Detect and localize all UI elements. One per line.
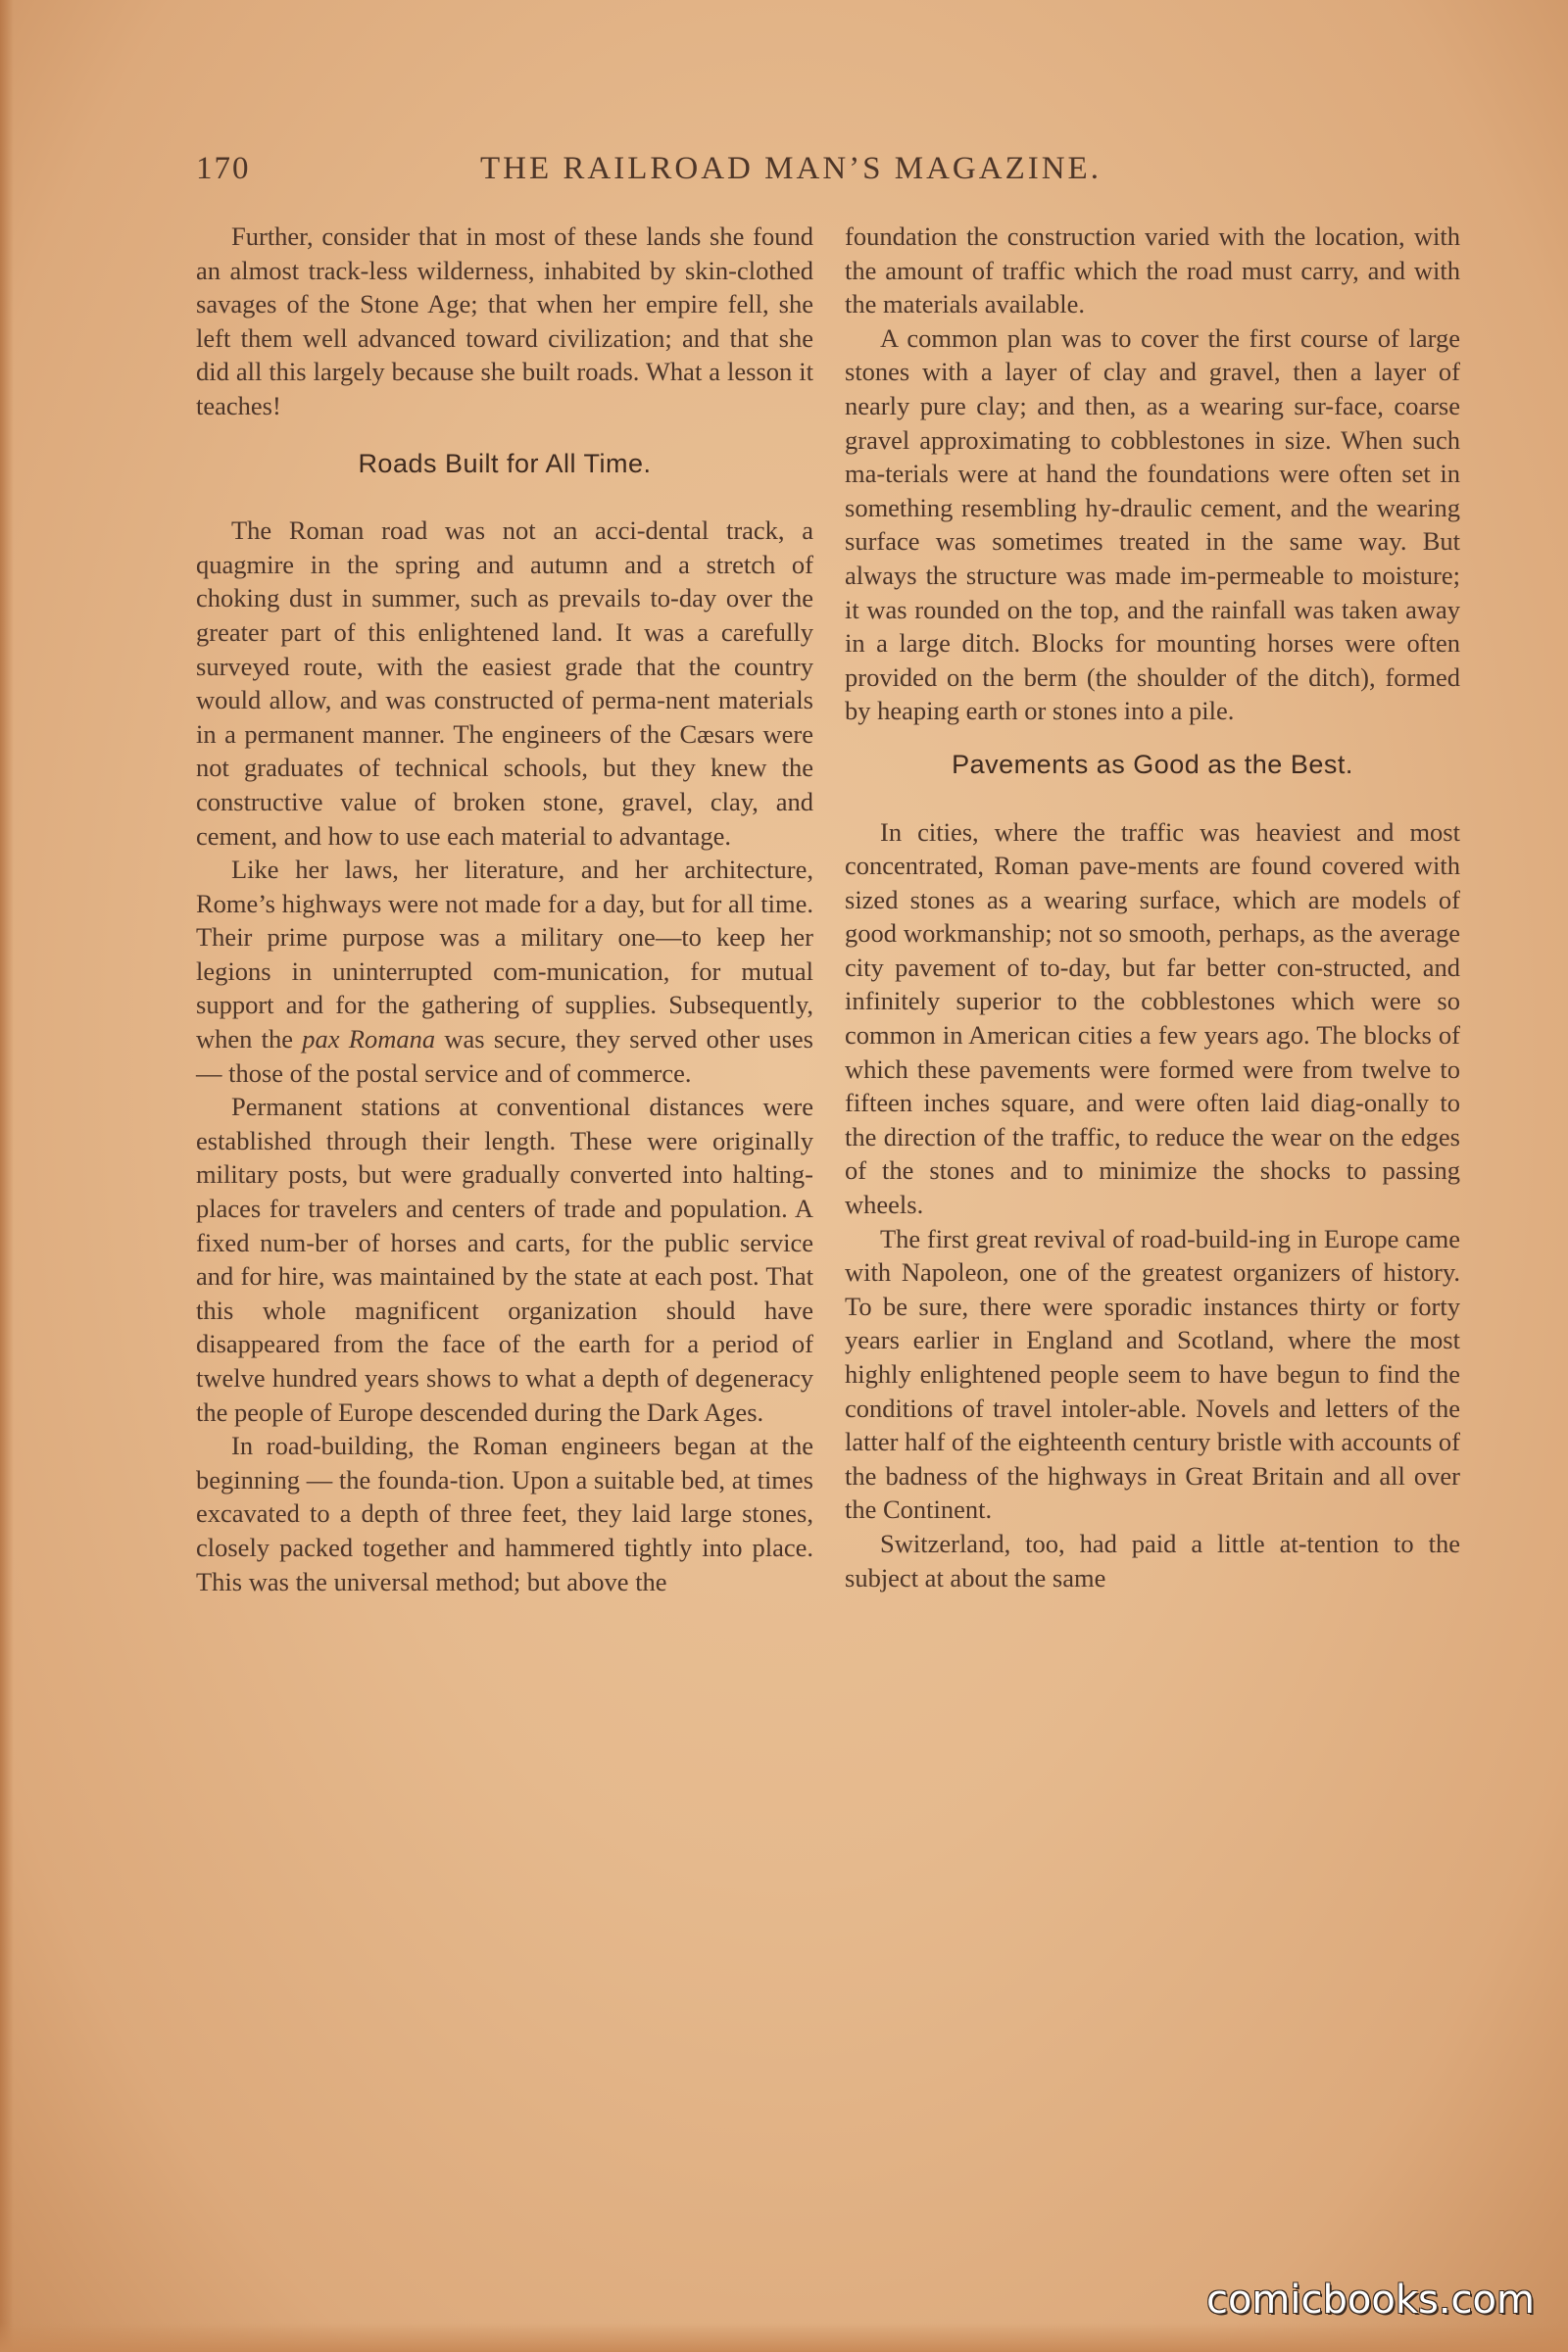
paragraph: Permanent stations at conventional distances were established through their length. These were originally military posts, but were gradually converted into halting-places for travelers and centers of trade and population. A fixed num-ber of horses and carts, for the public service and for hire, was maintained by the state at each post. That this whole magnificent organization should have disappeared from the face of the earth for a period of twelve hundred years shows to what a depth of degeneracy the people of Europe descended during the Dark Ages.	[196, 1092, 813, 1427]
paragraph: Further, consider that in most of these lands she found an almost track-less wilderness, inhabited by skin-clothed savages of the Stone Age; that when her empire fell, she left them well advanced toward civilization; and that she did all this largely because she built roads. What a lesson it teaches!	[196, 221, 813, 420]
right-column	[845, 220, 1460, 1594]
page-edge	[0, 0, 14, 2352]
running-header	[196, 151, 1460, 194]
paragraph-text: was secure, they served other uses — those of the postal service and of commerce.	[196, 1024, 813, 1088]
italic-phrase: pax Romana	[302, 1024, 436, 1054]
paragraph-text: Like her laws, her literature, and her architecture, Rome’s highways were not made for a day, but for all time. Their prime purpose was a military one—to keep her legions in uninterrupted com-munication, for mutual support and for the gathering of supplies. Subsequently, when the	[196, 855, 813, 1054]
left-column	[196, 220, 813, 1598]
paragraph	[196, 853, 813, 1090]
paragraph: In cities, where the traffic was heaviest and most concentrated, Roman pave-ments are found covered with sized stones as a wearing surface, which are models of good workmanship; not so smooth, perhaps, as the average city pavement of to-day, but far better con-structed, and infinitely superior to the cobblestones which were so common in American cities a few years ago. The blocks of which these pavements were formed were from twelve to fifteen inches square, and were often laid diag-onally to the direction of the traffic, to reduce the wear on the edges of the stones and to minimize the shocks to passing wheels.	[845, 816, 1460, 1220]
paragraph: Switzerland, too, had paid a little at-tention to the subject at about the same	[845, 1528, 1460, 1592]
section-heading: Roads Built for All Time.	[358, 448, 652, 478]
paragraph: The first great revival of road-build-ing in Europe came with Napoleon, one of the greatest organizers of history. To be sure, there were sporadic instances thirty or forty years earlier in England and Scotland, where the most highly enlightened people seem to have begun to find the conditions of travel intoler-able. Novels and letters of the latter half of the eighteenth century bristle with accounts of the badness of the highways in Great Britain and all over the Continent.	[845, 1223, 1460, 1525]
paragraph: In road-building, the Roman engineers began at the beginning — the founda-tion. Upon a suitable bed, at times excavated to a depth of three feet, they laid large stones, closely packed together and hammered tightly into place. This was the universal method; but above the	[196, 1431, 813, 1596]
section-heading: Pavements as Good as the Best.	[952, 749, 1353, 779]
paragraph: The Roman road was not an acci-dental track, a quagmire in the spring and autumn and a stretch of choking dust in summer, such as prevails to-day over the greater part of this enlightened land. It was a carefully surveyed route, with the easiest grade that the country would allow, and was constructed of perma-nent materials in a permanent manner. The engineers of the Cæsars were not graduates of technical schools, but they knew the constructive value of broken stone, gravel, clay, and cement, and how to use each material to advantage.	[196, 515, 813, 851]
page-number: 170	[196, 151, 251, 186]
paragraph: A common plan was to cover the first course of large stones with a layer of clay and gravel, then a layer of nearly pure clay; and then, as a wearing sur-face, coarse gravel approximating to cobblestones in size. When such ma-terials were at hand the foundations were often set in something resembling hy-draulic cement, and the wearing surface was sometimes treated in the same way. But always the structure was made im-permeable to moisture; it was rounded on the top, and the rainfall was taken away in a large ditch. Blocks for mounting horses were often provided on the berm (the shoulder of the ditch), formed by heaping earth or stones into a pile.	[845, 322, 1460, 726]
magazine-title: THE RAILROAD MAN’S MAGAZINE.	[480, 151, 1102, 186]
watermark: comicbooks.com	[1205, 2278, 1535, 2323]
page-edge-bottom	[0, 2323, 1568, 2352]
paragraph: foundation the construction varied with the location, with the amount of traffic which the road must carry, and with the materials available.	[845, 221, 1460, 319]
